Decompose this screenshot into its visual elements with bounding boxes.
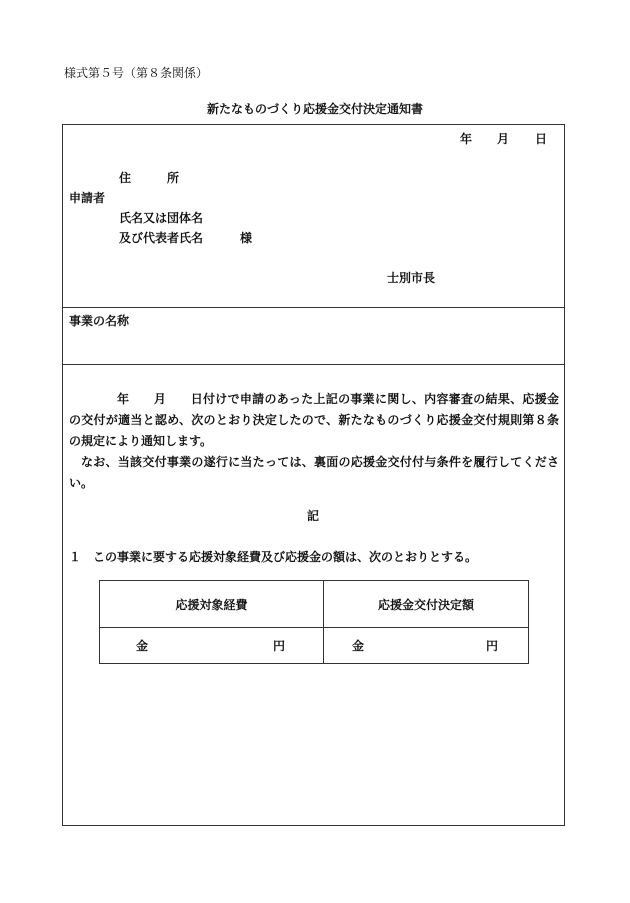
- decided-amount-cell: [324, 628, 529, 664]
- notice-frame: [62, 124, 565, 826]
- project-name-label: 事業の名称: [69, 314, 130, 328]
- notice-body: [69, 389, 559, 494]
- address-label: 住 所: [119, 171, 180, 185]
- date-year-label: 年: [460, 132, 473, 146]
- issuer: 士別市長: [387, 271, 436, 285]
- date-day-label: 日: [535, 132, 548, 146]
- project-name-section: [63, 307, 564, 365]
- document-title: 新たなものづくり応援金交付決定通知書: [206, 102, 423, 116]
- item-1-text: １ この事業に要する応援対象経費及び応援金の額は、次のとおりとする。: [69, 550, 478, 564]
- header-eligible-cost: 応援対象経費: [100, 581, 324, 628]
- table-header-row: [100, 581, 529, 628]
- body-paragraph-2: なお、当該交付事業の遂行に当たっては、裏面の応援金交付付与条件を履行してください。: [69, 455, 559, 490]
- applicant-label: 申請者: [69, 191, 106, 205]
- yen-label: 円: [485, 639, 498, 653]
- table-row: [100, 628, 529, 664]
- amount-table: [99, 580, 529, 664]
- yen-label: 円: [272, 639, 285, 653]
- header-section: [63, 125, 564, 308]
- date-month-label: 月: [497, 132, 510, 146]
- form-number: 様式第５号（第８条関係）: [64, 66, 209, 80]
- kin-label: 金: [352, 639, 365, 653]
- honorific: 様: [240, 231, 253, 245]
- header-decided-amount: 応援金交付決定額: [324, 581, 529, 628]
- kin-label: 金: [136, 639, 149, 653]
- ki-heading: 記: [307, 509, 320, 523]
- eligible-cost-cell: [100, 628, 324, 664]
- name-label: 氏名又は団体名: [119, 211, 204, 225]
- body-paragraph-1: 年 月 日付けで申請のあった上記の事業に関し、内容審査の結果、応援金の交付が適当と認め、次のとおり決定したので、新たなものづくり応援金交付規則第８条の規定により通知します。: [69, 392, 559, 448]
- representative-label: 及び代表者氏名: [119, 231, 204, 245]
